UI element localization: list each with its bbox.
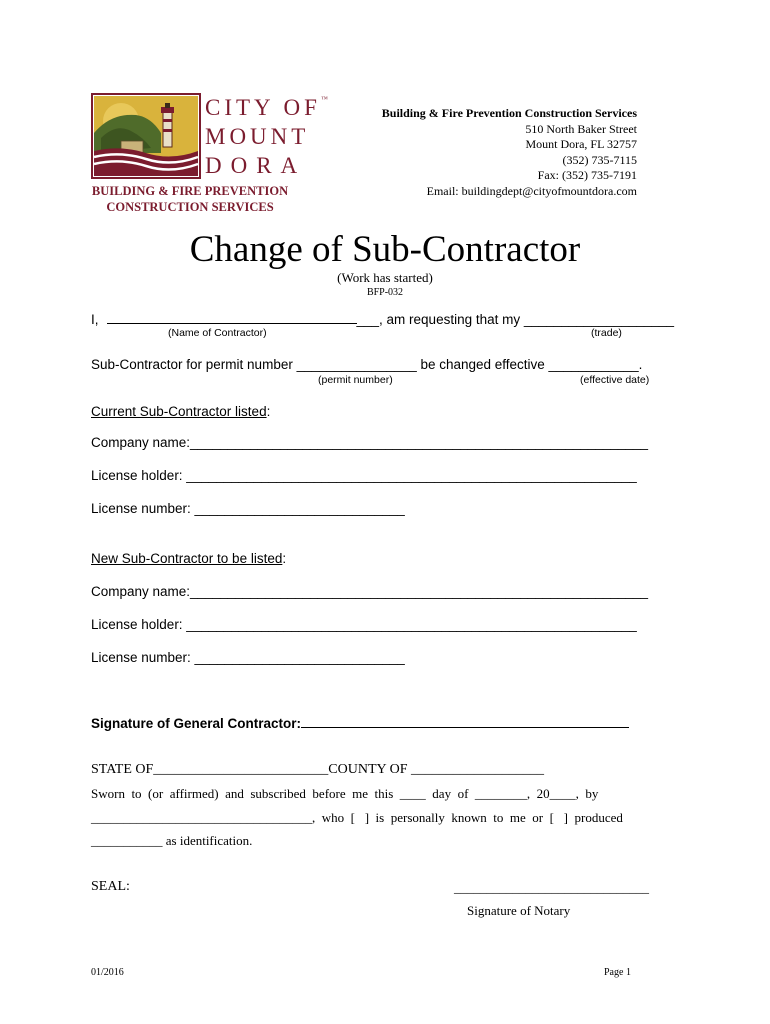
seal-label: SEAL: xyxy=(91,879,130,894)
logo-dora: DORA xyxy=(205,153,307,178)
new-heading: New Sub-Contractor to be listed: xyxy=(91,551,287,566)
gc-signature-field[interactable] xyxy=(301,715,629,728)
contractor-name-field[interactable] xyxy=(107,311,357,324)
contact-phone: (352) 735-7115 xyxy=(562,152,637,167)
new-holder-field[interactable]: License holder: ____________________________________________________________ xyxy=(91,617,637,632)
new-company-field[interactable]: Company name:_____________________________________________________________ xyxy=(91,584,649,599)
notary-signature-field[interactable]: ______________________________ xyxy=(454,880,649,895)
permit-line[interactable]: Sub-Contractor for permit number ________________ be changed effective ____________. xyxy=(91,357,643,372)
contractor-request-line: I, ___, am requesting that my ____________________ xyxy=(91,312,675,327)
identification-line[interactable]: ___________ as identification. xyxy=(91,833,253,848)
form-title: Change of Sub-Contractor xyxy=(189,229,581,270)
state-county-line[interactable]: STATE OF_________________________COUNTY OF ___________________ xyxy=(91,762,544,777)
who-line[interactable]: __________________________________, who [ ] is personally known to me or [ ] produced xyxy=(91,810,623,825)
footer-page: Page 1 xyxy=(604,967,631,978)
logo-dept-line2: CONSTRUCTION SERVICES xyxy=(106,200,274,214)
hint-trade: (trade) xyxy=(591,327,622,339)
trade-field[interactable]: ___, am requesting that my ____________________ xyxy=(356,312,675,327)
current-holder-field[interactable]: License holder: ____________________________________________________________ xyxy=(91,468,637,483)
current-license-field[interactable]: License number: ____________________________ xyxy=(91,501,405,516)
hint-permit: (permit number) xyxy=(318,374,393,386)
hint-date: (effective date) xyxy=(580,374,650,386)
logo-dept-line1: BUILDING & FIRE PREVENTION xyxy=(91,184,289,198)
gc-signature-line: Signature of General Contractor: xyxy=(91,715,629,731)
current-company-field[interactable]: Company name:_____________________________________________________________ xyxy=(91,435,649,450)
notary-signature-label: Signature of Notary xyxy=(467,903,571,918)
contact-dept: Building & Fire Prevention Construction Services xyxy=(381,106,637,120)
hint-contractor: (Name of Contractor) xyxy=(168,327,267,339)
footer-date: 01/2016 xyxy=(91,967,124,978)
new-license-field[interactable]: License number: ____________________________ xyxy=(91,650,405,665)
logo-mount: MOUNT xyxy=(205,124,310,149)
contact-email: Email: buildingdept@cityofmountdora.com xyxy=(426,183,637,198)
contact-fax: Fax: (352) 735-7191 xyxy=(537,168,637,182)
logo-city-of: CITY OF™ xyxy=(205,95,328,120)
contact-street: 510 North Baker Street xyxy=(525,121,637,136)
city-emblem-logo xyxy=(91,93,201,179)
current-heading: Current Sub-Contractor listed: xyxy=(91,404,271,419)
contact-city: Mount Dora, FL 32757 xyxy=(525,137,637,151)
sworn-line[interactable]: Sworn to (or affirmed) and subscribed before me this ____ day of ________, 20____, by xyxy=(91,786,599,801)
form-subtitle: (Work has started) xyxy=(337,270,433,285)
form-code: BFP-032 xyxy=(366,287,404,298)
